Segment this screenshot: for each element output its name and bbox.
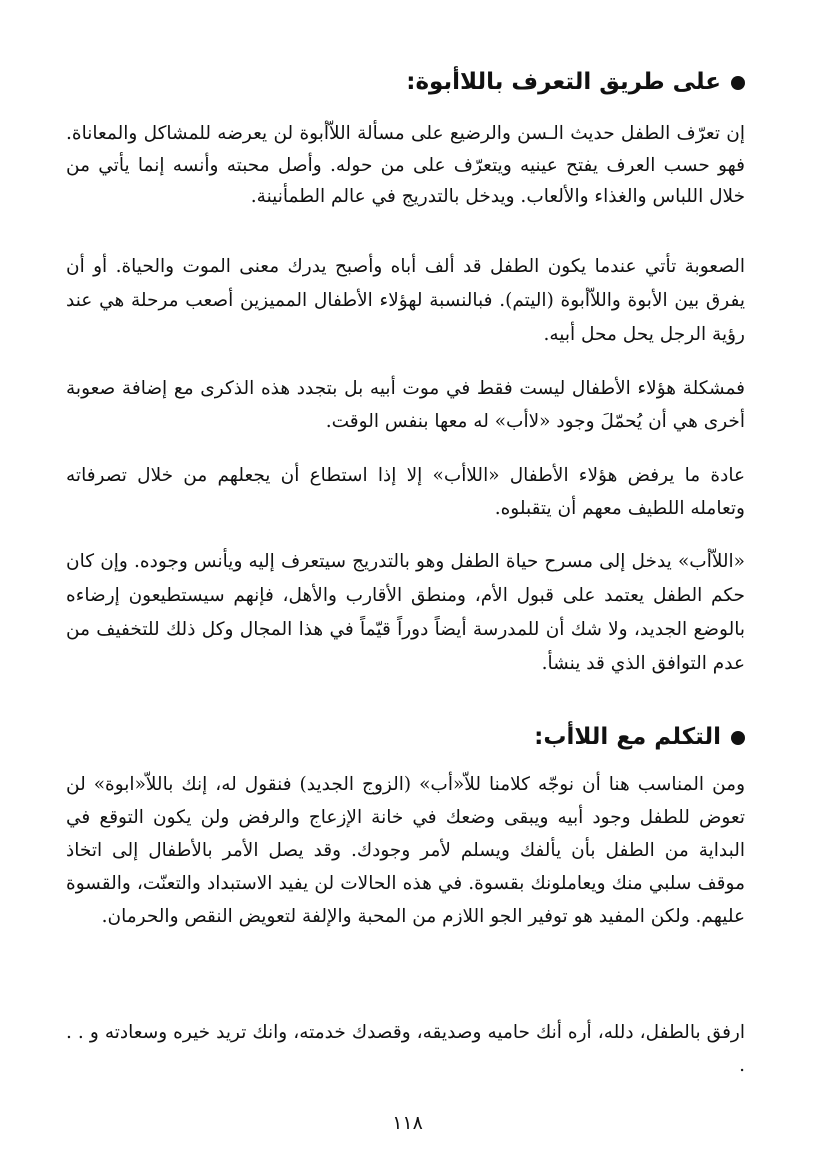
bullet-icon <box>731 76 745 90</box>
paragraph: ارفق بالطفل، دلله، أره أنك حاميه وصديقه، وقصدك خدمته، وانك تريد خيره وسعادته و . . . <box>66 1022 745 1076</box>
paragraph: الصعوبة تأتي عندما يكون الطفل قد ألف أباه وأصبح يدرك معنى الموت والحياة. أو أن يفرق بين الأبوة واللاّأبوة (اليتم). فبالنسبة لهؤلاء الأطفال المميزين أصعب مرحلة هي عند رؤية الرجل يحل محل أبيه. <box>66 256 745 345</box>
bullet-icon <box>731 731 745 745</box>
paragraph: ومن المناسب هنا أن نوجّه كلامنا للاّ«أب» (الزوج الجديد) فنقول له، إنك باللاّ«ابوة» لن تعوض للطفل وجود أبيه ويبقى وضعك في خانة الإزعاج والرفض ولن يكون التوقع في البداية من الطفل بأن يألفك ويسلم لأمر وجودك. وقد يصل الأمر بالأطفال إلى اتخاذ موقف سلبي منك ويعاملونك بقسوة. في هذه الحالات لن يفيد الاستبداد والتعنّت، والقسوة عليهم. ولكن المفيد هو توفير الجو اللازم من المحبة والإلفة لتعويض النقص والحرمان. <box>66 774 745 927</box>
paragraph: عادة ما يرفض هؤلاء الأطفال «اللاأب» إلا إذا استطاع أن يجعلهم من خلال تصرفاته وتعامله اللطيف معهم أن يتقبلوه. <box>66 465 745 519</box>
section-heading: التكلم مع اللاأب: <box>60 721 745 753</box>
paragraph: «اللاّأب» يدخل إلى مسرح حياة الطفل وهو بالتدريج سيتعرف إليه ويأنس وجوده. وإن كان حكم الطفل يعتمد على قبول الأم، ومنطق الأقارب والأهل، فإنهم سيستطيعون إرضاءه بالوضع الجديد، ولا شك أن للمدرسة أيضاً دوراً قيّماً في هذا المجال وكل ذلك للتخفيف من عدم التوافق الذي قد ينشأ. <box>66 551 745 674</box>
section-heading: على طريق التعرف باللاأبوة: <box>60 66 745 98</box>
page-number: ١١٨ <box>392 1112 423 1134</box>
paragraph: إن تعرّف الطفل حديث الـسن والرضيع على مسألة اللاّأبوة لن يعرضه للمشاكل والمعاناة. فهو حسب العرف يفتح عينيه ويتعرّف على من حوله. وأصل محبته وأنسه إنما يأتي من خلال اللباس والغذاء والألعاب. ويدخل بالتدريج في عالم الطمأنينة. <box>66 123 745 207</box>
paragraph: فمشكلة هؤلاء الأطفال ليست فقط في موت أبيه بل بتجدد هذه الذكرى مع إضافة صعوبة أخرى هي أن يُحمّلَ وجود «لاأب» له معها بنفس الوقت. <box>66 378 745 432</box>
